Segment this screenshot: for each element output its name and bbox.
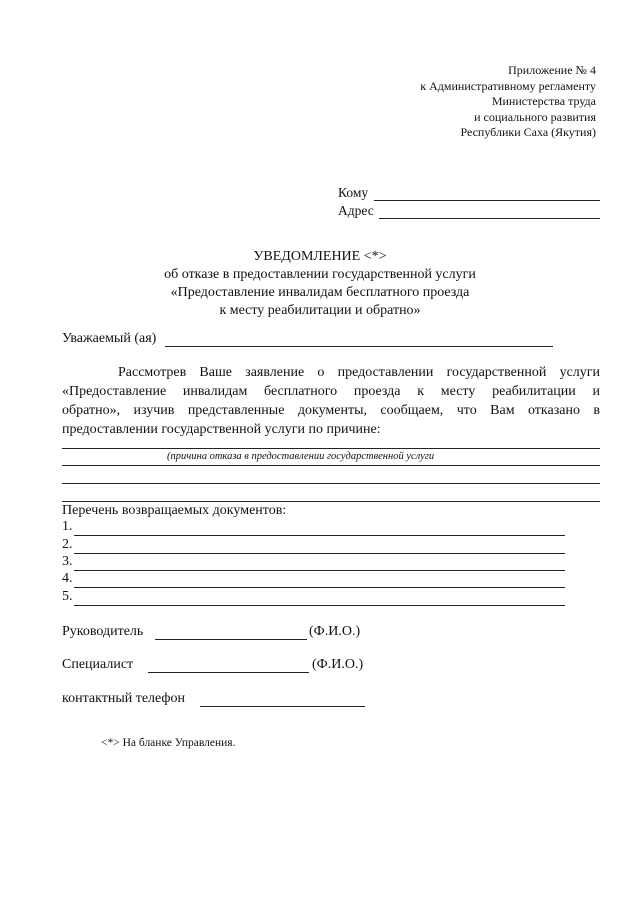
reason-caption: (причина отказа в предоставлении государственной услуги xyxy=(167,451,435,462)
doc-subtitle-line: к месту реабилитации и обратно» xyxy=(219,303,421,318)
address-label: Адрес xyxy=(338,203,374,218)
greeting-label: Уважаемый (ая) xyxy=(62,331,157,346)
document-item-field[interactable] xyxy=(74,553,565,554)
document-item-number: 5. xyxy=(62,589,73,604)
doc-subtitle-line: «Предоставление инвалидам бесплатного проезда xyxy=(170,285,470,300)
reason-field-line[interactable] xyxy=(62,465,600,466)
specialist-label: Специалист xyxy=(62,657,134,672)
reason-field-line[interactable] xyxy=(62,501,600,502)
address-field[interactable] xyxy=(379,218,600,219)
reason-field-line[interactable] xyxy=(62,448,600,449)
document-item-field[interactable] xyxy=(74,605,565,606)
document-item-field[interactable] xyxy=(74,587,565,588)
document-item-number: 4. xyxy=(62,571,73,586)
to-label: Кому xyxy=(338,185,369,200)
header-line: Приложение № 4 xyxy=(508,63,596,77)
header-line: и социального развития xyxy=(474,109,596,124)
header-line: Республики Саха (Якутия) xyxy=(460,125,596,139)
greeting-name-field[interactable] xyxy=(165,346,553,347)
to-field[interactable] xyxy=(374,200,600,201)
documents-heading: Перечень возвращаемых документов: xyxy=(62,503,287,518)
doc-subtitle-line: об отказе в предоставлении государственной услуги xyxy=(164,267,476,282)
document-item-number: 1. xyxy=(62,519,73,534)
head-signature-field[interactable] xyxy=(155,639,307,640)
document-item-field[interactable] xyxy=(74,535,565,536)
document-item-number: 2. xyxy=(62,537,73,552)
appendix-header xyxy=(420,63,596,141)
document-item-field[interactable] xyxy=(74,570,565,571)
head-label: Руководитель xyxy=(62,624,144,639)
document-item-number: 3. xyxy=(62,554,73,569)
specialist-fio-label: (Ф.И.О.) xyxy=(312,657,364,672)
header-line: к Административному регламенту xyxy=(420,78,596,93)
phone-field[interactable] xyxy=(200,706,365,707)
doc-title: УВЕДОМЛЕНИЕ <*> xyxy=(253,249,387,264)
body-line: предоставлении государственной услуги по причине: xyxy=(62,422,381,437)
specialist-signature-field[interactable] xyxy=(148,672,309,673)
body-paragraph xyxy=(62,363,600,439)
body-line: обратно», изучив представленные документы, сообщаем, что Вам отказано в xyxy=(62,403,600,418)
footnote: <*> На бланке Управления. xyxy=(101,737,236,749)
phone-label: контактный телефон xyxy=(62,691,185,706)
body-line: Рассмотрев Ваше заявление о предоставлении государственной услуги xyxy=(118,365,600,380)
header-line: Министерства труда xyxy=(491,94,596,108)
body-line: «Предоставление инвалидам бесплатного проезда к месту реабилитации и xyxy=(62,384,600,399)
reason-field-line[interactable] xyxy=(62,483,600,484)
head-fio-label: (Ф.И.О.) xyxy=(309,624,361,639)
